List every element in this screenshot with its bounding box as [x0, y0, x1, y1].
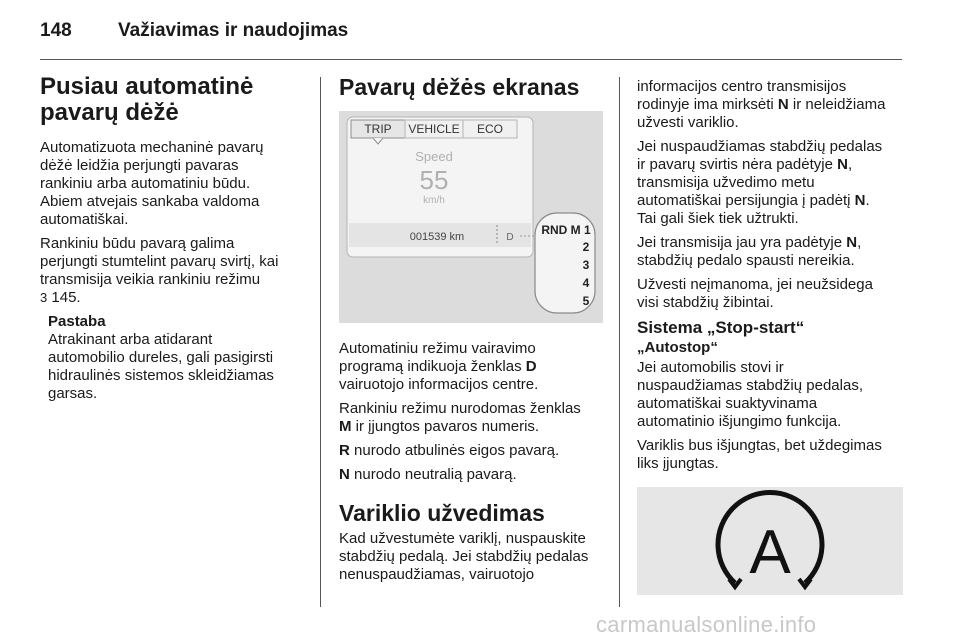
header-rule: [40, 59, 902, 60]
subsection-heading: „Autostop“: [637, 339, 718, 356]
symbol-d: D: [525, 358, 537, 375]
text-line: perjungti stumtelint pavarų svirtį, kai: [40, 253, 279, 270]
text-line: ,: [857, 234, 862, 251]
text-line: Kad užvestumėte variklį, nuspauskite: [339, 530, 586, 547]
symbol-r: R: [339, 442, 350, 459]
autostop-indicator-figure: [637, 487, 903, 595]
text-line: Jei nuspaudžiamas stabdžių pedalas: [637, 138, 883, 155]
page-reference[interactable]: 145.: [47, 289, 81, 306]
speed-unit: km/h: [423, 195, 445, 206]
text-line: Tai gali šiek tiek užtrukti.: [637, 210, 799, 227]
page-number: 148: [40, 20, 72, 41]
symbol-n: N: [339, 466, 350, 483]
paragraph: [339, 340, 603, 394]
mode-indicator-d: D: [506, 232, 514, 243]
column-divider: [619, 77, 620, 607]
heading-line: Pusiau automatinė: [40, 73, 254, 100]
text-line: .: [865, 192, 870, 209]
text-line: visi stabdžių žibintai.: [637, 294, 774, 311]
text-line: nenuspaudžiamas, vairuotojo: [339, 566, 535, 583]
gear-5: 5: [582, 294, 590, 308]
column-2: [339, 74, 603, 590]
text-line: dėžė leidžia perjungti pavaras: [40, 157, 239, 174]
paragraph: [40, 235, 302, 307]
text-line: Variklis bus išjungtas, bet uždegimas: [637, 437, 882, 454]
paragraph: [339, 530, 603, 584]
gear-3: 3: [582, 258, 590, 272]
text-line: užvesti variklio.: [637, 114, 739, 131]
running-title: Važiavimas ir naudojimas: [118, 20, 349, 41]
text-line: Abiem atvejais sankaba valdoma: [40, 193, 260, 210]
page-reference-arrow-icon: 3: [40, 290, 48, 305]
text-line: Rankiniu režimu nurodomas ženklas: [339, 400, 581, 417]
text-line: ir įjungtos pavaros numeris.: [351, 418, 540, 435]
text-line: stabdžių pedalą. Jei stabdžių pedalas: [339, 548, 589, 565]
gear-4: 4: [582, 276, 590, 290]
text-line: programą indikuoja ženklas: [339, 358, 526, 375]
section-heading: [40, 74, 302, 126]
watermark: carmanualsonline.info: [596, 612, 817, 637]
text-line: Jei transmisija jau yra padėtyje: [637, 234, 847, 251]
paragraph: [637, 276, 903, 312]
text-line: transmisija veikia rankiniu režimu: [40, 271, 261, 288]
paragraph: [339, 466, 603, 484]
paragraph: [339, 400, 603, 436]
text-line: liks įjungtas.: [637, 455, 719, 472]
gear-2: 2: [582, 240, 590, 254]
text-line: Automatizuota mechaninė pavarų: [40, 139, 264, 156]
tab-trip-label: TRIP: [364, 122, 392, 136]
text-line: garsas.: [48, 385, 98, 402]
text-line: rankiniu arba automatiniu būdu.: [40, 175, 251, 192]
paragraph: [40, 139, 302, 229]
text-line: automatiškai suaktyvinama: [637, 395, 818, 412]
text-line: Rankiniu būdu pavarą galima: [40, 235, 235, 252]
text-line: rodinyje ima mirksėti: [637, 96, 778, 113]
text-line: vairuotojo informacijos centre.: [339, 376, 539, 393]
autostop-icon: [637, 487, 903, 595]
note-text: [48, 331, 302, 403]
transmission-display-figure: [339, 111, 603, 323]
symbol-n: N: [846, 234, 858, 251]
text-line: automatinio išjungimo funkcija.: [637, 413, 842, 430]
text-line: nurodo atbulinės eigos pavarą.: [349, 442, 560, 459]
speed-value: 55: [419, 165, 449, 195]
text-line: ir pavarų svirtis nėra padėtyje: [637, 156, 838, 173]
tab-vehicle-label: VEHICLE: [408, 122, 460, 136]
text-line: nuspaudžiamas stabdžių pedalas,: [637, 377, 863, 394]
text-line: Automatiniu režimu vairavimo: [339, 340, 536, 357]
odometer-value: 001539 km: [409, 231, 465, 243]
page-header: [40, 14, 902, 50]
paragraph: [637, 78, 903, 132]
text-line: transmisija užvedimo metu: [637, 174, 815, 191]
symbol-m: M: [339, 418, 352, 435]
paragraph: [637, 234, 903, 270]
text-line: Atrakinant arba atidarant: [48, 331, 213, 348]
column-3: [637, 78, 903, 595]
text-line: nurodo neutralią pavarą.: [349, 466, 517, 483]
note-box: [48, 313, 302, 403]
symbol-n: N: [837, 156, 848, 173]
text-line: ,: [847, 156, 853, 173]
note-label: Pastaba: [48, 313, 106, 330]
tab-eco-label: ECO: [476, 122, 504, 136]
section-heading: Variklio užvedimas: [339, 500, 545, 526]
column-1: [40, 74, 302, 403]
text-line: ir neleidžiama: [788, 96, 886, 113]
text-line: automatiškai.: [40, 211, 129, 228]
speed-label: Speed: [415, 149, 453, 164]
section-heading: Sistema „Stop-start“: [637, 318, 805, 337]
text-line: automobilio dureles, gali pasigirsti: [48, 349, 274, 366]
symbol-n: N: [777, 96, 789, 113]
gear-selector-row: RND M 1: [541, 223, 591, 237]
column-divider: [320, 77, 321, 607]
text-line: Užvesti neįmanoma, jei neužsidega: [637, 276, 873, 293]
paragraph: [339, 442, 603, 460]
symbol-n: N: [854, 192, 866, 209]
paragraph: [637, 437, 903, 473]
text-line: hidraulinės sistemos skleidžiamas: [48, 367, 274, 384]
text-line: automatiškai persijungia į padėtį: [637, 192, 855, 209]
section-heading: Pavarų dėžės ekranas: [339, 74, 580, 100]
text-line: stabdžių pedalo spausti nereikia.: [637, 252, 855, 269]
paragraph: [637, 138, 903, 228]
transmission-display-illustration: [339, 111, 603, 323]
heading-line: pavarų dėžė: [40, 99, 179, 126]
paragraph: [637, 359, 903, 431]
text-line: Jei automobilis stovi ir: [637, 359, 784, 376]
text-line: informacijos centro transmisijos: [637, 78, 847, 95]
autostop-letter: A: [749, 518, 791, 587]
